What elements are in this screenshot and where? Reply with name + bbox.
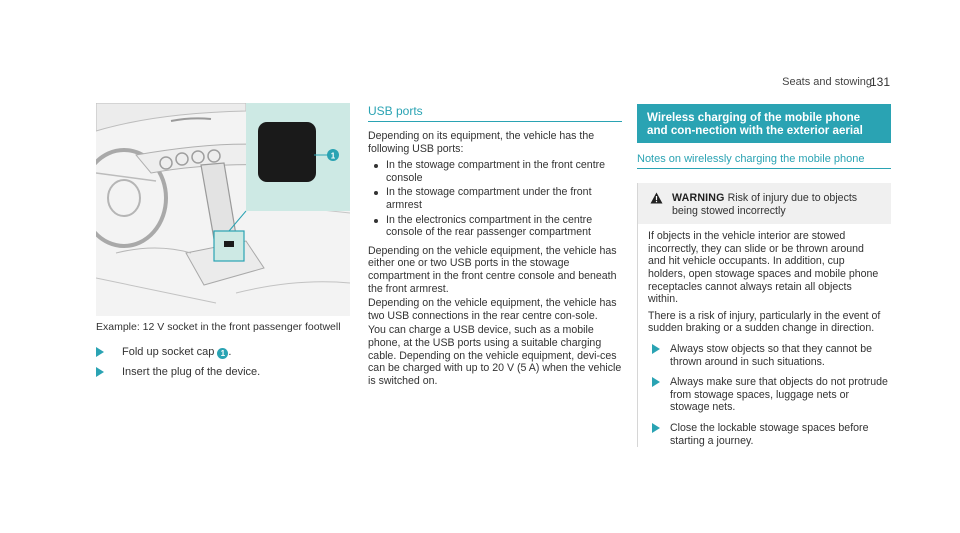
socket-cap-image bbox=[258, 122, 316, 182]
usb-ports-title: USB ports bbox=[368, 104, 622, 122]
arrow-icon bbox=[96, 347, 104, 357]
list-item: In the stowage compartment under the front armrest bbox=[368, 186, 622, 211]
warning-step bbox=[638, 343, 891, 368]
interior-illustration bbox=[96, 103, 350, 316]
usb-paragraph: Depending on the vehicle equipment, the vehicle has either one or two USB ports in the stowage compartment in the front centre console and beneath the front armrest. bbox=[368, 244, 617, 295]
warning-paragraph: If objects in the vehicle interior are stowed incorrectly, they can slide or be thrown around and hit vehicle occupants. In addition, cup holders, open stowage spaces and mobile phone receptacles cannot always retain all objects within. bbox=[648, 230, 879, 306]
arrow-icon bbox=[652, 377, 660, 387]
wireless-banner: Wireless charging of the mobile phone and con-nection with the exterior aerial bbox=[637, 104, 891, 143]
warning-triangle-icon bbox=[650, 192, 663, 208]
page-number: 131 bbox=[869, 75, 890, 89]
warning-headline: Risk of injury due to objects being stowed incorrectly bbox=[672, 192, 858, 217]
arrow-icon bbox=[652, 344, 660, 354]
list-item: In the electronics compartment in the centre console of the rear passenger compartment bbox=[368, 214, 622, 239]
arrow-icon bbox=[96, 367, 104, 377]
list-item: In the stowage compartment in the front centre console bbox=[368, 159, 622, 184]
warning-keyword: WARNING bbox=[672, 192, 725, 204]
warning-box bbox=[637, 183, 891, 447]
step-fold-up-cap bbox=[96, 345, 350, 359]
usb-port-list bbox=[368, 159, 622, 239]
warning-step bbox=[638, 422, 891, 447]
usb-paragraph: Depending on the vehicle equipment, the vehicle has two USB connections in the rear centre con-sole. bbox=[368, 297, 617, 322]
warning-paragraph: There is a risk of injury, particularly in the event of sudden braking or a sudden change in direction. bbox=[648, 309, 881, 335]
arrow-icon bbox=[652, 423, 660, 433]
warning-step-text: Always make sure that objects do not protrude from stowage spaces, luggage nets or stowage nets. bbox=[670, 376, 888, 414]
usb-ports-section bbox=[368, 104, 622, 389]
callout-badge: 1 bbox=[217, 348, 228, 359]
step-insert-plug bbox=[96, 365, 350, 379]
usb-intro: Depending on its equipment, the vehicle has the following USB ports: bbox=[368, 130, 595, 155]
warning-step bbox=[638, 376, 891, 414]
running-header-section: Seats and stowing bbox=[782, 76, 872, 88]
warning-header bbox=[638, 183, 891, 224]
step-text: Fold up socket cap bbox=[122, 346, 215, 358]
wireless-charging-section bbox=[637, 104, 891, 447]
wireless-subhead: Notes on wirelessly charging the mobile phone bbox=[637, 153, 891, 169]
warning-step-text: Always stow objects so that they cannot be thrown around in such situations. bbox=[670, 342, 872, 368]
callout-number: 1 bbox=[330, 151, 336, 161]
step-text: Insert the plug of the device. bbox=[122, 366, 261, 378]
figure-caption: Example: 12 V socket in the front passenger footwell bbox=[96, 321, 341, 333]
usb-paragraph: You can charge a USB device, such as a mobile phone, at the USB ports using a suitable charging cable. Depending on the vehicle equipment, devi-ces can be charged with up to 20 V (5 A) when the vehicle is switched on. bbox=[368, 324, 622, 387]
warning-step-text: Close the lockable stowage spaces before starting a journey. bbox=[670, 421, 869, 447]
step-suffix: . bbox=[228, 346, 232, 358]
dashboard-drawing bbox=[96, 103, 350, 316]
